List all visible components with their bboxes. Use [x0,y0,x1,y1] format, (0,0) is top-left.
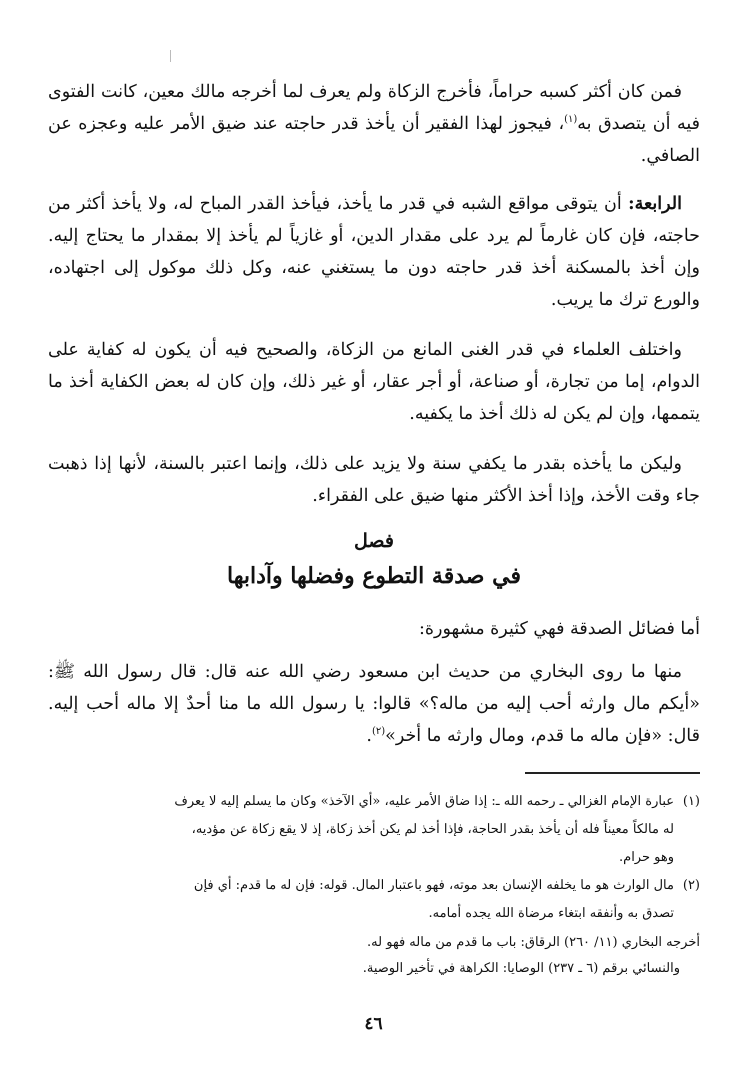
paragraph-3-text: واختلف العلماء في قدر الغنى المانع من الزكاة، والصحيح فيه أن يكون له كفاية على الدوام، إما من تجارة، أو صناعة، أو أجر عقار، أو غير ذلك، وإن كان له بعض الكفاية أخذ ما يتممها، وإن لم يكن له ذلك أخذ ما يكفيه. [48,340,700,424]
section-body-end: . [366,726,372,746]
footnote-1-line-2: له مالكاً معيناً فله أن يأخذ بقدر الحاجة، فإذا أخذ لم يكن أخذ زكاة، إذ لا يقع زكاة عن مؤديه، [191,822,674,837]
paragraph-2-text: أن يتوقى مواقع الشبه في قدر ما يأخذ، فيأخذ القدر المباح له، ولا يأخذ أكثر من حاجته، فإن كان غارماً لم يرد على مقدار الدين، أو غازياً لم يأخذ إلا بمقدار ما يحتاج إليه. وإن أخذ بالمسكنة أخذ قدر حاجته دون ما يستغني عنه، وكل ذلك موكول إلى اجتهاده، والورع ترك ما يريب. [48,194,700,310]
footnote-ref-1[interactable]: (١) [564,114,578,126]
footnote-divider [525,772,700,774]
paragraph-1-text-end: ، فيجوز لهذا الفقير أن يأخذ قدر حاجته عند ضيق الأمر عليه وعجزه عن الصافي. [48,114,700,166]
section-intro: أما فضائل الصدقة فهي كثيرة مشهورة: [418,619,700,639]
section-body-text: منها ما روى البخاري من حديث ابن مسعود رضي الله عنه قال: قال رسول الله ﷺ: «أيكم مال وارثه أحب إليه من ماله؟» قالوا: يا رسول الله ما منا أحدٌ إلا ماله أحب إليه. قال: «فإن ماله ما قدم، ومال وارثه ما أخر» [48,662,700,746]
paragraph-3 [48,334,700,430]
paragraph-1-text: فمن كان أكثر كسبه حراماً، فأخرج الزكاة ولم يعرف لما أخرجه مالك معين، كانت الفتوى فيه أن يتصدق به [48,82,700,134]
footnote-ref-2[interactable]: (٢) [371,726,386,738]
section-title: في صدقة التطوع وفضلها وآدابها [227,563,521,589]
paragraph-4-text: وليكن ما يأخذه بقدر ما يكفي سنة ولا يزيد على ذلك، وإنما اعتبر بالسنة، لأنها إذا ذهبت جاء وقت الأخذ، وإذا أخذ الأكثر منها ضيق على الفقراء. [48,454,700,506]
footnote-1-number: (١) [682,794,700,809]
footnote-2 [40,872,700,928]
footnote-2-line-2: تصدق به وأنفقه ابتغاء مرضاة الله يجده أمامه. [428,906,674,921]
source-reference-1: أخرجه البخاري (١١/ ٢٦٠) الرقاق: باب ما قدم من ماله فهو له. [367,935,700,950]
footnote-1-line-3: وهو حرام. [619,850,674,865]
paragraph-2-lead: الرابعة: [628,194,682,214]
footnote-1-line-1: عبارة الإمام الغزالي ـ رحمه الله ـ: إذا ضاق الأمر عليه، «أي الآخذ» وكان ما يسلم إليه لا يعرف [174,794,674,809]
margin-mark [170,50,171,62]
section-body [48,656,700,752]
footnote-2-line-1: مال الوارث هو ما يخلفه الإنسان بعد موته، فهو باعتبار المال. قوله: فإن له ما قدم: أي فإن [193,878,674,893]
paragraph-1 [48,76,700,172]
paragraph-2 [48,188,700,316]
paragraph-4 [48,448,700,512]
section-label: فصل [354,530,394,552]
page-number: ٤٦ [364,1014,383,1034]
source-reference-2: والنسائي برقم (٦ ـ ٢٣٧) الوصايا: الكراهة في تأخير الوصية. [362,961,680,976]
footnote-2-number: (٢) [682,878,700,893]
footnote-1 [40,788,700,872]
